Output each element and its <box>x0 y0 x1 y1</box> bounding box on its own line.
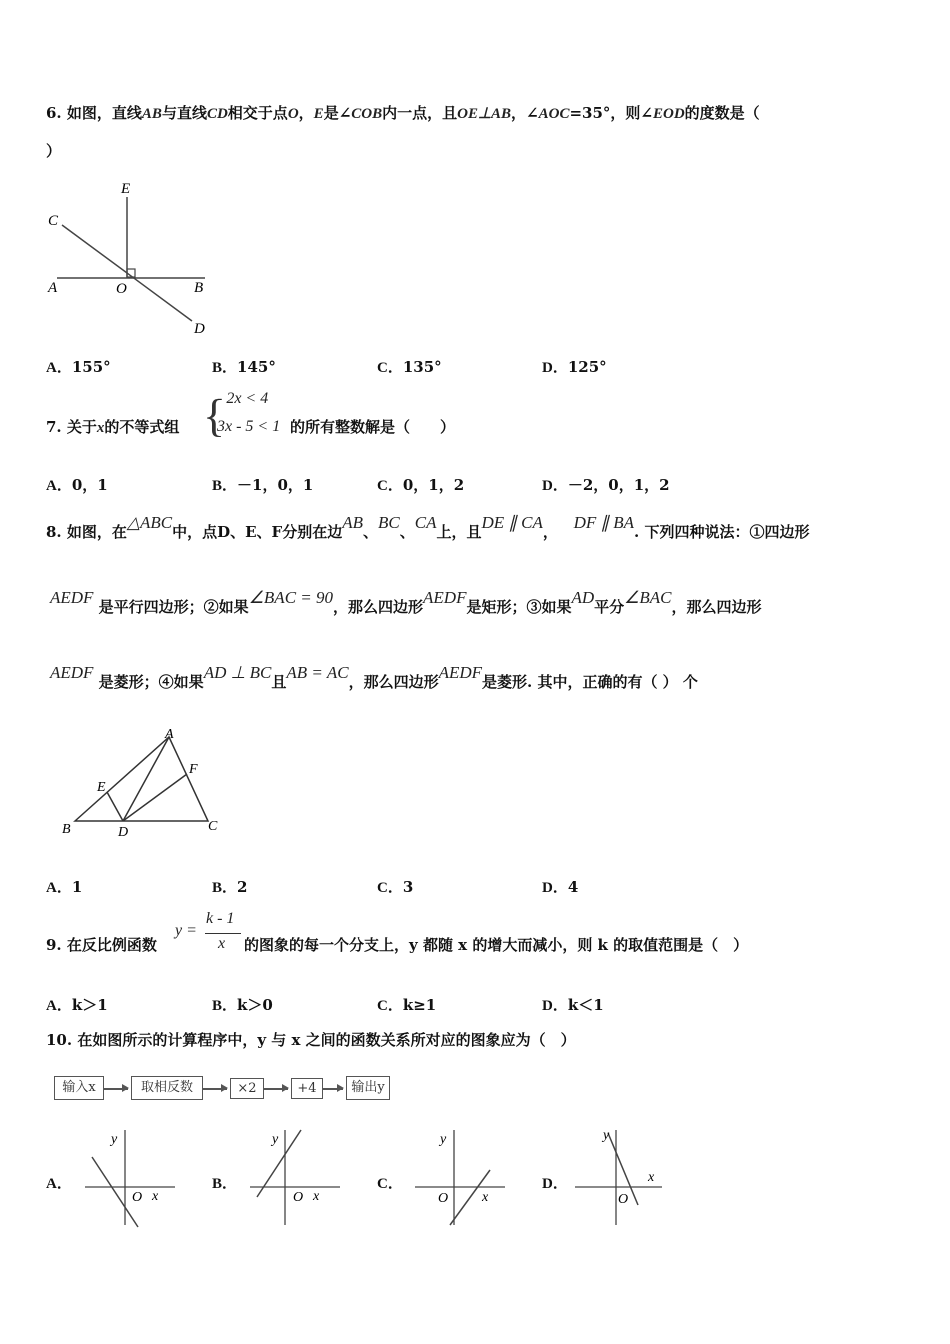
q7-stem-right: 的所有整数解是（ ） <box>290 418 456 436</box>
flow-plus4-box: +4 <box>291 1078 323 1099</box>
flow-arrow-4 <box>323 1088 343 1090</box>
q8-option-c[interactable]: C．3 <box>377 878 414 896</box>
origin-label: O <box>132 1190 143 1205</box>
y-label: y <box>603 1128 610 1143</box>
x-label: x <box>482 1190 489 1205</box>
q9-stem-left: 9. 在反比例函数 <box>46 936 157 954</box>
triangle-abc <box>75 737 208 821</box>
q8-line-3: AEDF 是菱形；④如果AD ⊥ BC且AB = AC，那么四边形AEDF是菱形. 其中，正确的有（ ） 个 <box>50 663 698 691</box>
origin-label: O <box>438 1191 449 1206</box>
q7-option-d[interactable]: D．－2，0，1，2 <box>542 476 670 494</box>
q6-figure <box>40 175 220 340</box>
q7-ineq-2: 3x - 5 < 1 <box>217 418 281 435</box>
q9-stem-right: 的图象的每一个分支上，y 都随 x 的增大而减小，则 k 的取值范围是（ ） <box>244 936 749 954</box>
label-d: D <box>194 321 205 337</box>
flow-times2-box: ×2 <box>230 1078 264 1099</box>
q6-option-d[interactable]: D．125° <box>542 358 607 376</box>
segment-de <box>107 792 123 821</box>
label-o: O <box>116 281 127 297</box>
q9-denominator: x <box>218 935 226 952</box>
q7-option-b[interactable]: B．－1，0，1 <box>212 476 314 494</box>
q6-option-b[interactable]: B．145° <box>212 358 276 376</box>
label-a: A <box>165 727 174 742</box>
segment-df <box>123 774 187 821</box>
q6-stem: 6. 如图，直线AB与直线CD相交于点O，E是∠COB内一点，且OE⊥AB，∠AOC=35°，则∠EOD的度数是（ <box>46 104 760 122</box>
q6-option-a[interactable]: A．155° <box>46 358 111 376</box>
q10-option-b[interactable]: B． <box>212 1176 238 1192</box>
x-label: x <box>313 1189 320 1204</box>
flow-arrow-3 <box>264 1088 288 1090</box>
x-label: x <box>648 1170 655 1185</box>
label-a: A <box>48 280 58 296</box>
label-c: C <box>48 213 59 229</box>
q8-option-a[interactable]: A．1 <box>46 878 83 896</box>
label-b: B <box>194 280 204 296</box>
y-label: y <box>440 1132 447 1147</box>
q10-graph-c[interactable] <box>410 1125 510 1230</box>
y-label: y <box>272 1132 279 1147</box>
label-d: D <box>118 825 129 840</box>
q10-stem: 10. 在如图所示的计算程序中，y 与 x 之间的函数关系所对应的图象应为（ ） <box>46 1031 576 1049</box>
flow-input-box: 输入x <box>54 1076 104 1100</box>
origin-label: O <box>293 1190 304 1205</box>
q7-option-a[interactable]: A．0，1 <box>46 476 108 494</box>
label-c: C <box>208 819 218 834</box>
q9-y-equals: y = <box>175 922 197 939</box>
q9-fraction-bar <box>205 933 241 934</box>
q10-graph-d[interactable] <box>570 1125 670 1230</box>
q10-option-a[interactable]: A． <box>46 1176 72 1192</box>
y-label: y <box>111 1132 118 1147</box>
q9-option-b[interactable]: B．k＞0 <box>212 996 273 1014</box>
q9-option-d[interactable]: D．k＜1 <box>542 996 604 1014</box>
q9-numerator: k - 1 <box>206 910 235 927</box>
q8-option-d[interactable]: D．4 <box>542 878 579 896</box>
q7-option-c[interactable]: C．0，1，2 <box>377 476 465 494</box>
q10-option-d[interactable]: D． <box>542 1176 568 1192</box>
origin-label: O <box>618 1192 629 1207</box>
q9-option-c[interactable]: C．k≥1 <box>377 996 437 1014</box>
q8-line-1: 8. 如图，在△ABC中，点D、E、F分别在边AB、BC、CA上，且DE ∥ CA， DF ∥ BA. 下列四种说法：①四边形 <box>46 513 810 541</box>
flow-arrow-1 <box>104 1088 128 1090</box>
q8-line-2: AEDF 是平行四边形；②如果∠BAC = 90，那么四边形AEDF是矩形；③如果AD平分∠BAC，那么四边形 <box>50 588 762 616</box>
flow-output-box: 输出y <box>346 1076 390 1100</box>
label-e: E <box>97 780 106 795</box>
q9-option-a[interactable]: A．k＞1 <box>46 996 108 1014</box>
label-f: F <box>189 762 198 777</box>
q7-stem-left: 7. 关于x的不等式组 <box>46 418 180 436</box>
x-label: x <box>152 1189 159 1204</box>
q7-brace: { <box>203 390 226 441</box>
q6-option-c[interactable]: C．135° <box>377 358 442 376</box>
label-b: B <box>62 822 71 837</box>
flow-arrow-2 <box>203 1088 227 1090</box>
q10-graph-b[interactable] <box>245 1125 345 1230</box>
q6-stem-close: ） <box>46 142 62 160</box>
q8-figure <box>55 722 230 847</box>
q8-option-b[interactable]: B．2 <box>212 878 248 896</box>
flow-negate-box: 取相反数 <box>131 1076 203 1100</box>
q10-graph-a[interactable] <box>80 1125 180 1230</box>
q7-ineq-1: - 2x < 4 <box>217 390 269 407</box>
segment-ad <box>123 737 169 821</box>
q10-option-c[interactable]: C． <box>377 1176 403 1192</box>
label-e: E <box>121 181 131 197</box>
